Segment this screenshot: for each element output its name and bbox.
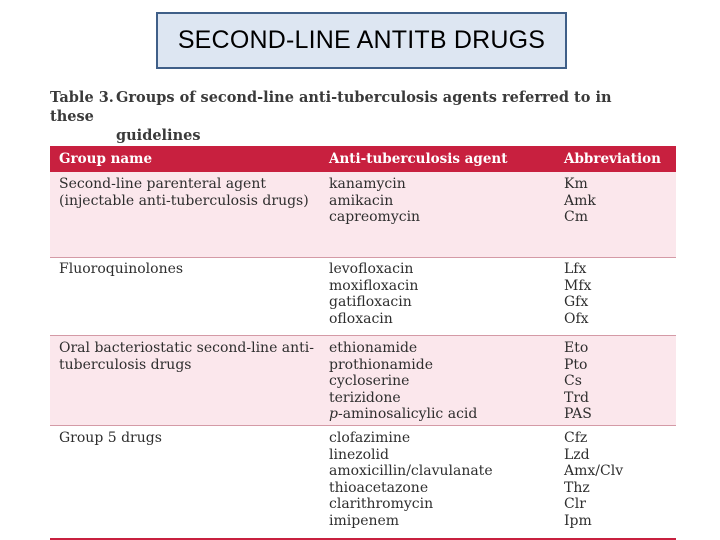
abbreviation: Km bbox=[564, 176, 588, 192]
caption-text-line2: guidelines bbox=[116, 127, 201, 144]
agent-name: ofloxacin bbox=[329, 310, 393, 327]
header-group-name: Group name bbox=[59, 151, 153, 167]
agent-name: moxifloxacin bbox=[329, 277, 419, 294]
group-name-cell bbox=[59, 261, 183, 278]
abbreviation: Amk bbox=[564, 192, 596, 209]
abbreviation: Eto bbox=[564, 340, 589, 356]
group-name-line: tuberculosis drugs bbox=[59, 356, 192, 373]
agent-cell bbox=[329, 340, 477, 423]
group-name-cell bbox=[59, 340, 314, 373]
agent-cell bbox=[329, 261, 418, 327]
abbreviation: Amx/Clv bbox=[564, 463, 624, 480]
agent-name-rest: -aminosalicylic acid bbox=[337, 406, 478, 423]
abbreviation: Ofx bbox=[564, 310, 589, 327]
abbreviation: Pto bbox=[564, 356, 588, 373]
agent-name: terizidone bbox=[329, 389, 401, 406]
slide-title: SECOND-LINE ANTITB DRUGS bbox=[177, 26, 546, 54]
agent-name: prothionamide bbox=[329, 356, 433, 373]
slide-title-box bbox=[156, 12, 567, 69]
agent-name: imipenem bbox=[329, 512, 400, 529]
agent-cell bbox=[329, 176, 420, 226]
caption-label: Table 3. bbox=[50, 89, 114, 106]
abbreviation: Clr bbox=[564, 496, 586, 513]
agent-name-italic-prefix: p bbox=[329, 406, 338, 423]
agent-name: amoxicillin/clavulanate bbox=[329, 463, 493, 480]
abbreviation: Lzd bbox=[564, 446, 590, 463]
table-row bbox=[50, 336, 676, 426]
agent-name: kanamycin bbox=[329, 176, 406, 192]
caption-text-line1: Groups of second-line anti-tuberculosis agents referred to in these bbox=[50, 89, 612, 125]
group-name-line: Oral bacteriostatic second-line anti- bbox=[59, 340, 315, 356]
abbreviation: Cm bbox=[564, 209, 588, 226]
agent-name: amikacin bbox=[329, 192, 394, 209]
drug-groups-table bbox=[50, 146, 676, 540]
group-name-cell bbox=[59, 430, 162, 447]
agent-name: thioacetazone bbox=[329, 479, 429, 496]
abbreviation-cell bbox=[564, 176, 596, 226]
agent-name: capreomycin bbox=[329, 209, 421, 226]
agent-name: clofazimine bbox=[329, 430, 411, 446]
group-name-line: Group 5 drugs bbox=[59, 430, 162, 446]
agent-name: cycloserine bbox=[329, 373, 410, 390]
header-abbreviation: Abbreviation bbox=[564, 151, 661, 167]
table-row bbox=[50, 426, 676, 540]
abbreviation: Cs bbox=[564, 373, 582, 390]
agent-name: linezolid bbox=[329, 446, 389, 463]
table-row bbox=[50, 172, 676, 258]
abbreviation-cell bbox=[564, 261, 591, 327]
group-name-line: Fluoroquinolones bbox=[59, 261, 184, 277]
abbreviation: Ipm bbox=[564, 512, 592, 529]
group-name-cell bbox=[59, 176, 309, 209]
abbreviation: Lfx bbox=[564, 261, 587, 277]
table-caption bbox=[50, 88, 650, 145]
abbreviation: Cfz bbox=[564, 430, 588, 446]
agent-name: clarithromycin bbox=[329, 496, 434, 513]
group-name-line: (injectable anti-tuberculosis drugs) bbox=[59, 192, 309, 209]
agent-name: gatifloxacin bbox=[329, 294, 412, 311]
abbreviation-cell bbox=[564, 430, 623, 530]
table-row bbox=[50, 258, 676, 336]
group-name-line: Second-line parenteral agent bbox=[59, 176, 266, 192]
agent-cell bbox=[329, 430, 493, 530]
agent-name bbox=[329, 406, 477, 423]
abbreviation: Trd bbox=[564, 389, 589, 406]
abbreviation-cell bbox=[564, 340, 592, 423]
table-header-row bbox=[50, 146, 676, 172]
abbreviation: Mfx bbox=[564, 277, 592, 294]
abbreviation: Gfx bbox=[564, 294, 589, 311]
agent-name: levofloxacin bbox=[329, 261, 414, 277]
abbreviation: Thz bbox=[564, 479, 590, 496]
abbreviation: PAS bbox=[564, 406, 592, 423]
header-agent: Anti-tuberculosis agent bbox=[329, 151, 508, 167]
agent-name: ethionamide bbox=[329, 340, 418, 356]
